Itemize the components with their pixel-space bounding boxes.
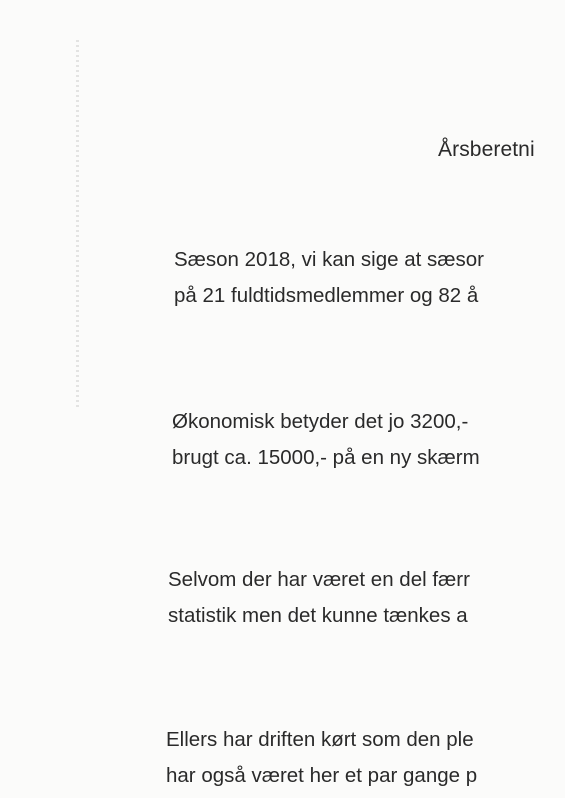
paragraph-line: Ellers har driften kørt som den ple xyxy=(166,728,474,751)
paragraph-line: på 21 fuldtidsmedlemmer og 82 å xyxy=(174,284,479,307)
paragraph-operations xyxy=(166,722,565,794)
paragraph-economy xyxy=(172,404,565,476)
paragraph-line: Sæson 2018, vi kan sige at sæsor xyxy=(174,248,484,271)
paragraph-line: Økonomisk betyder det jo 3200,- xyxy=(172,410,469,433)
scan-artifact-line xyxy=(76,40,79,410)
paragraph-line: statistik men det kunne tænkes a xyxy=(168,604,468,627)
document-heading: Årsberetni xyxy=(438,138,535,161)
paragraph-line: har også været her et par gange p xyxy=(166,764,478,787)
paragraph-season xyxy=(174,242,565,314)
paragraph-line: brugt ca. 15000,- på en ny skærm xyxy=(172,446,480,469)
paragraph-statistics xyxy=(168,562,565,634)
paragraph-line: Selvom der har været en del færr xyxy=(168,568,470,591)
